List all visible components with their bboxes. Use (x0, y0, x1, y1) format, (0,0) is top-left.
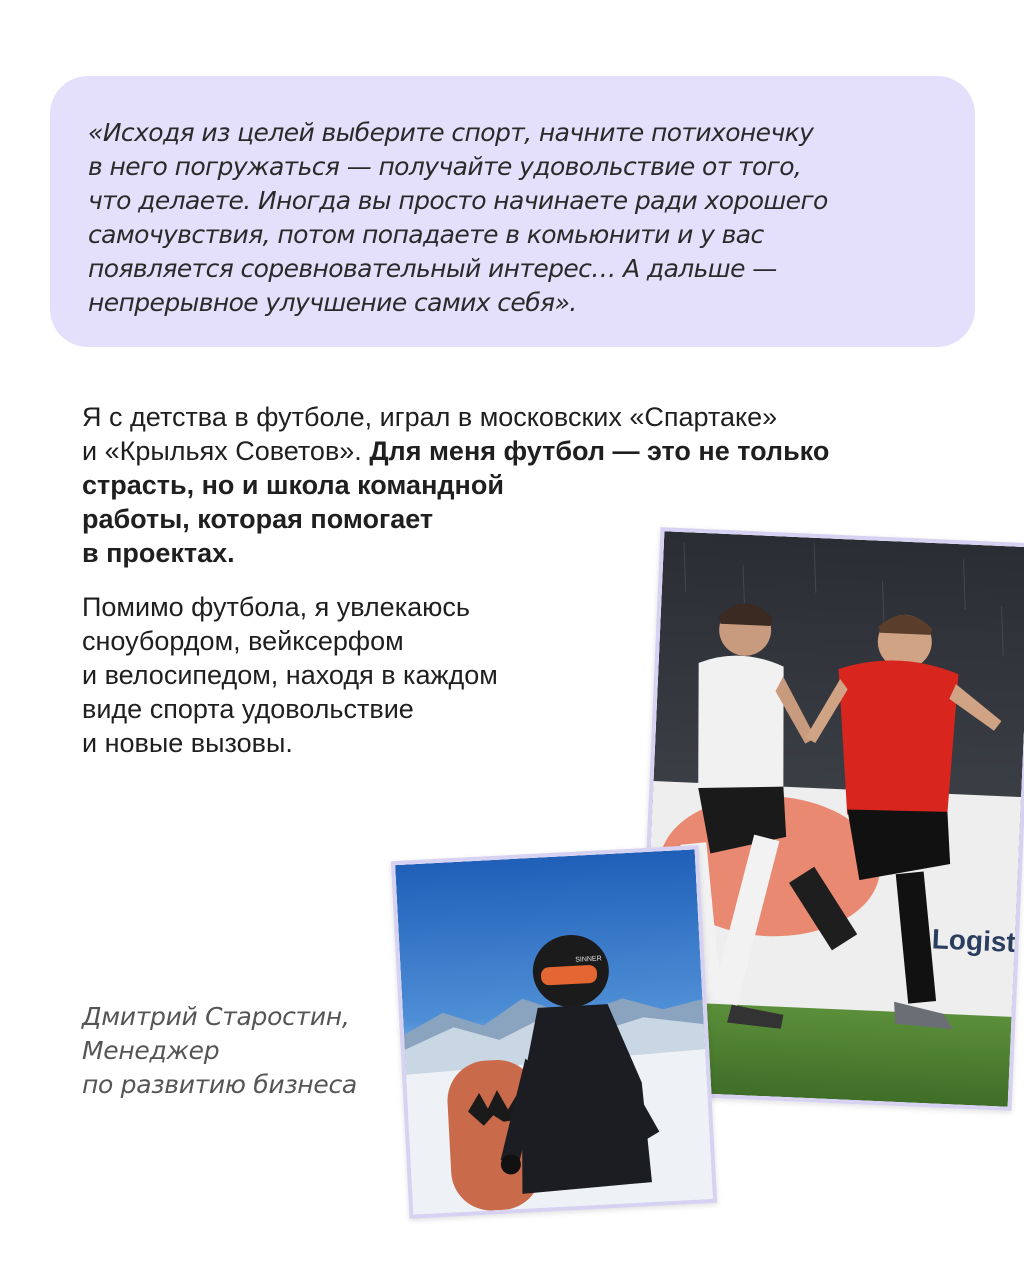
quote-card (50, 76, 975, 347)
quote-text: «Исходя из целей выберите спорт, начните потихонечку в него погружаться — получайте удовольствие от того, что делаете. Иногда вы просто начинаете ради хорошего самочувствия, потом попадаете в комьюнити и у вас появляется соревновательный интерес… А дальше — непрерывное улучшение самих себя». (88, 118, 828, 317)
snowboard-photo-illustration (395, 849, 713, 1214)
snowboard-photo (391, 845, 717, 1219)
story-plain-text: Я с детства в футболе, играл в московских «Спартаке» и «Крыльях Советов». (82, 402, 778, 466)
author-role-line-2: по развитию бизнеса (82, 1070, 357, 1099)
author-role-line-1: Менеджер (82, 1036, 220, 1065)
story-paragraph-2: Помимо футбола, я увлекаюсь сноубордом, вейксерфом и велосипедом, находя в каждом виде спорта удовольствие и новые вызовы. (82, 592, 498, 758)
helmet-brand: SINNER (575, 955, 602, 964)
banner-text: Logist (931, 923, 1017, 958)
author-signature (82, 1000, 357, 1102)
story-bold-text: Для меня футбол — это не только страсть, но и школа командной работы, которая помогает в проектах. (82, 436, 830, 568)
author-name: Дмитрий Старостин, (82, 1002, 350, 1031)
